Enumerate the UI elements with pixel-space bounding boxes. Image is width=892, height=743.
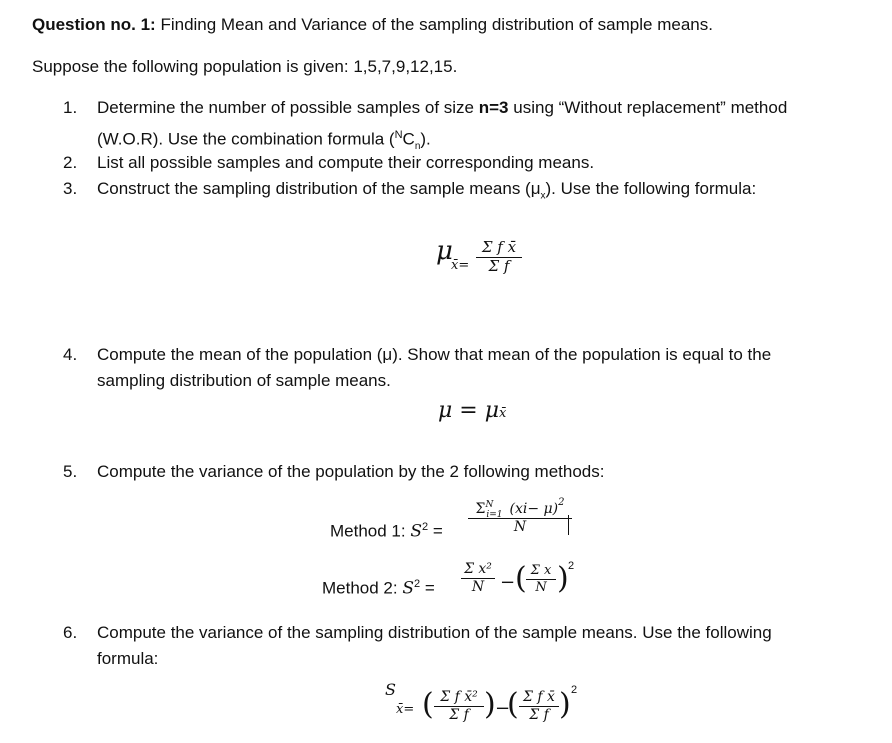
item-1-text-b: using “Without replacement” method — [508, 98, 788, 117]
item-1-number: 1. — [63, 98, 78, 117]
item-4-line-2: sampling distribution of sample means. — [97, 371, 391, 390]
question-label: Question no. 1: — [32, 15, 156, 34]
method-1-numerator — [468, 497, 572, 520]
item-5-text: Compute the variance of the population by the 2 following methods: — [97, 462, 605, 481]
method-2-fraction-2 — [526, 564, 556, 594]
left-paren-icon: ( — [422, 687, 434, 722]
method-1-square: 2 — [558, 497, 565, 508]
method-1-lower: i=1 — [486, 510, 503, 520]
formula-6-sub: x̄= — [396, 702, 415, 717]
method-2-sup: 2 — [413, 578, 421, 590]
formula-3-mu: μ — [436, 236, 453, 266]
formula-6-denominator-1: Σ f — [449, 706, 469, 723]
formula-4-lhs: μ — [438, 398, 453, 423]
item-1-line-1 — [97, 95, 787, 121]
question-heading — [32, 12, 713, 38]
method-2-denominator-1: N — [471, 578, 485, 595]
method-1-s: S — [410, 521, 422, 542]
question-title: Finding Mean and Variance of the sampling distribution of sample means. — [155, 15, 713, 34]
formula-3-sub: x̄= — [451, 258, 470, 273]
formula-4-rhs: μ — [484, 398, 500, 423]
item-3-tail: ). Use the following formula: — [545, 179, 757, 198]
left-paren-icon: ( — [515, 561, 527, 596]
item-1-sample-size: n=3 — [478, 98, 509, 117]
item-6-number: 6. — [63, 623, 78, 642]
method-2-lhs — [322, 571, 435, 602]
item-2-number: 2. — [63, 153, 78, 172]
method-1-upper: N — [485, 500, 494, 510]
right-paren-icon: ) — [559, 687, 571, 722]
item-3-line — [97, 176, 756, 209]
formula-6-denominator-2: Σ f — [529, 706, 549, 723]
formula-3-fraction — [476, 240, 522, 275]
item-1-text-c: (W.O.R). Use the combination formula ( — [97, 129, 395, 149]
method-1-sup: 2 — [421, 521, 429, 533]
method-2-numerator-1: Σ x² — [464, 561, 492, 577]
item-1-c: C — [402, 129, 415, 149]
formula-3-numerator: Σ f x̄ — [481, 238, 517, 256]
formula-3-denominator: Σ f — [488, 256, 510, 275]
item-3-text: Construct the sampling distribution of the sample means (μ — [97, 179, 541, 198]
item-3-sub: x — [540, 190, 546, 202]
right-paren-icon: ) — [484, 687, 496, 722]
method-1-lhs — [330, 514, 443, 545]
method-2-numerator-2: Σ x — [530, 563, 552, 578]
item-5-number: 5. — [63, 462, 78, 481]
formula-6-square: 2 — [571, 684, 578, 696]
right-paren-icon: ) — [557, 561, 569, 596]
formula-4 — [438, 398, 506, 423]
method-2-minus: − — [500, 572, 516, 593]
item-6-line-1: Compute the variance of the sampling distribution of the sample means. Use the following — [97, 623, 772, 642]
formula-6-numerator-1: Σ f x̄² — [440, 689, 478, 705]
item-1-text-d: ). — [420, 129, 431, 149]
item-1-sup-n: N — [394, 129, 403, 141]
method-2-denominator-2: N — [535, 579, 547, 595]
formula-6-numerator-2: Σ f x̄ — [523, 689, 555, 705]
formula-4-eq: = — [452, 398, 485, 423]
method-1-cursor-mark — [568, 515, 569, 535]
method-1-sigma: Σ — [475, 501, 486, 517]
population-statement: Suppose the following population is given: 1,5,7,9,12,15. — [32, 57, 458, 76]
item-2-text: List all possible samples and compute their corresponding means. — [97, 153, 595, 172]
formula-4-sub: x̄ — [499, 406, 507, 421]
method-1-eq: = — [428, 521, 443, 541]
item-1-sub-n: n — [414, 141, 421, 153]
formula-6-s: S — [385, 680, 396, 699]
item-1-text-a: Determine the number of possible samples of size — [97, 98, 479, 117]
item-3-number: 3. — [63, 179, 78, 198]
method-2-eq: = — [420, 578, 435, 598]
formula-6-fraction-1 — [434, 690, 484, 722]
method-1-denominator: N — [513, 518, 527, 535]
formula-6-fraction-2 — [519, 690, 559, 722]
formula-6-minus: − — [495, 698, 511, 719]
item-4-line-1: Compute the mean of the population (μ). Show that mean of the population is equal to the — [97, 345, 772, 364]
method-1-fraction — [468, 497, 572, 535]
left-paren-icon: ( — [507, 687, 519, 722]
item-6-line-2: formula: — [97, 649, 159, 668]
item-4-number: 4. — [63, 345, 78, 364]
method-2-s: S — [402, 578, 414, 599]
method-2-square: 2 — [568, 560, 575, 572]
method-2-label: Method 2: — [322, 578, 403, 598]
method-1-label: Method 1: — [330, 521, 411, 541]
method-2-fraction-1 — [461, 562, 495, 594]
method-1-body: (xi− μ) — [509, 501, 559, 517]
